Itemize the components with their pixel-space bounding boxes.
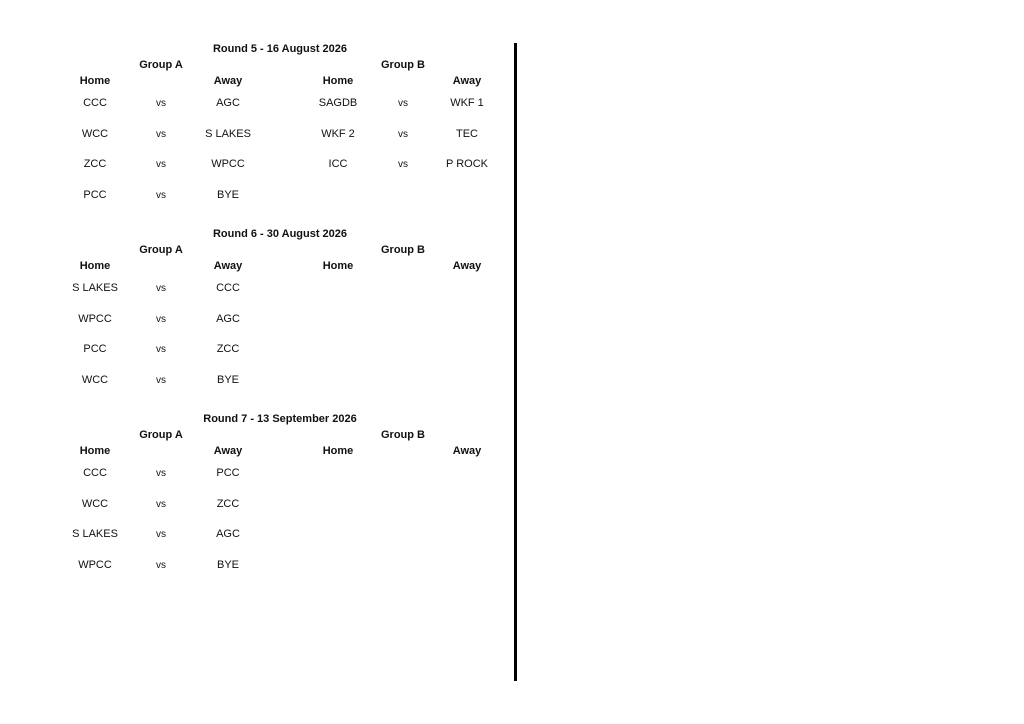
fixture-vs: vs — [156, 190, 166, 201]
fixture-away-team: AGC — [216, 97, 240, 109]
fixture-vs: vs — [156, 159, 166, 170]
fixture-vs: vs — [156, 529, 166, 540]
fixture-vs: vs — [398, 129, 408, 140]
fixture-away-team: P ROCK — [446, 158, 488, 170]
fixture-vs: vs — [398, 159, 408, 170]
group-b-away-header: Away — [452, 445, 482, 457]
fixture-home-team: S LAKES — [72, 282, 118, 294]
group-a-home-header: Home — [79, 75, 111, 87]
fixture-away-team: TEC — [456, 128, 478, 140]
group-a-home-header: Home — [79, 445, 111, 457]
group-a-home-header: Home — [79, 260, 111, 272]
group-a-label: Group A — [139, 244, 183, 256]
fixture-vs: vs — [156, 344, 166, 355]
fixture-home-team: WCC — [81, 128, 109, 140]
fixture-home-team: ICC — [328, 158, 348, 170]
fixture-vs: vs — [156, 560, 166, 571]
group-a-away-header: Away — [213, 445, 243, 457]
fixture-home-team: CCC — [83, 467, 107, 479]
fixture-home-team: ZCC — [83, 158, 107, 170]
round-section — [0, 43, 520, 223]
fixture-away-team: CCC — [216, 282, 240, 294]
fixture-away-team: S LAKES — [205, 128, 251, 140]
fixture-home-team: WKF 2 — [321, 128, 355, 140]
fixture-vs: vs — [156, 499, 166, 510]
fixture-vs: vs — [156, 314, 166, 325]
fixture-away-team: AGC — [216, 313, 240, 325]
group-a-label: Group A — [139, 429, 183, 441]
fixture-vs: vs — [156, 375, 166, 386]
fixture-home-team: PCC — [83, 343, 107, 355]
fixture-away-team: BYE — [216, 559, 239, 571]
group-b-home-header: Home — [322, 75, 354, 87]
group-b-away-header: Away — [452, 75, 482, 87]
fixture-home-team: WCC — [81, 374, 109, 386]
group-a-away-header: Away — [213, 260, 243, 272]
round-section — [0, 228, 520, 408]
fixture-vs: vs — [156, 129, 166, 140]
fixture-away-team: ZCC — [216, 498, 240, 510]
group-b-label: Group B — [381, 429, 425, 441]
group-a-label: Group A — [139, 59, 183, 71]
fixture-vs: vs — [156, 283, 166, 294]
round-title: Round 7 - 13 September 2026 — [203, 413, 357, 425]
fixture-home-team: WPCC — [78, 559, 112, 571]
fixture-away-team: WKF 1 — [450, 97, 484, 109]
fixture-away-team: AGC — [216, 528, 240, 540]
round-title: Round 6 - 30 August 2026 — [212, 228, 348, 240]
group-b-away-header: Away — [452, 260, 482, 272]
fixture-away-team: WPCC — [211, 158, 245, 170]
fixture-home-team: SAGDB — [318, 97, 358, 109]
fixture-home-team: S LAKES — [72, 528, 118, 540]
fixture-away-team: BYE — [216, 374, 239, 386]
fixture-vs: vs — [156, 98, 166, 109]
round-section — [0, 413, 520, 593]
fixture-home-team: PCC — [83, 189, 107, 201]
fixture-away-team: BYE — [216, 189, 239, 201]
group-b-home-header: Home — [322, 260, 354, 272]
group-b-label: Group B — [381, 59, 425, 71]
group-a-away-header: Away — [213, 75, 243, 87]
fixture-home-team: CCC — [83, 97, 107, 109]
fixture-home-team: WPCC — [78, 313, 112, 325]
fixture-away-team: ZCC — [216, 343, 240, 355]
fixture-home-team: WCC — [81, 498, 109, 510]
round-title: Round 5 - 16 August 2026 — [212, 43, 348, 55]
fixture-away-team: PCC — [216, 467, 240, 479]
fixture-vs: vs — [398, 98, 408, 109]
group-b-home-header: Home — [322, 445, 354, 457]
fixture-vs: vs — [156, 468, 166, 479]
group-b-label: Group B — [381, 244, 425, 256]
